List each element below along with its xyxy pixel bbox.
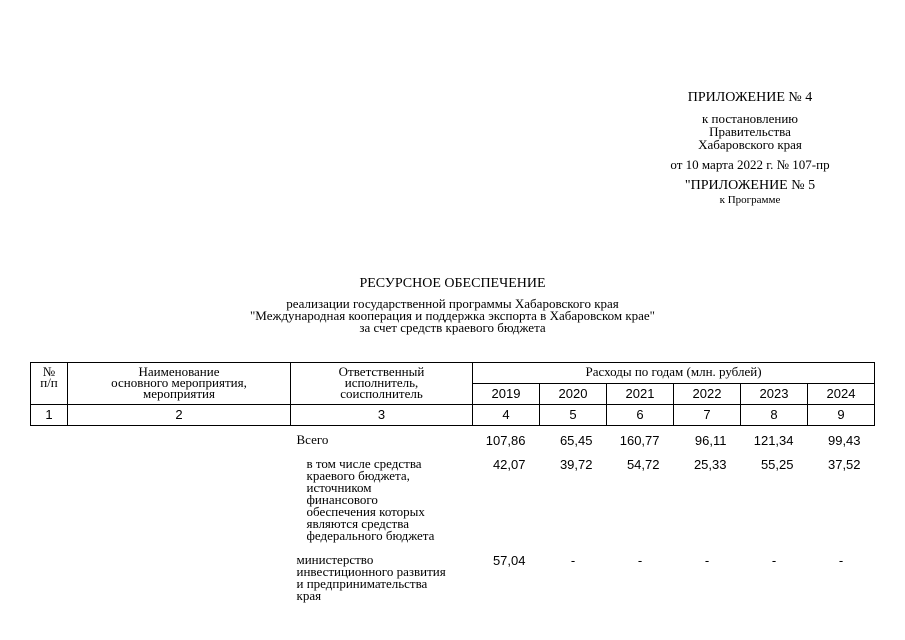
row-value-2021: 54,72	[626, 457, 660, 472]
column-number-4: 4	[473, 405, 540, 426]
column-number-2: 2	[68, 405, 291, 426]
document-subtitle-line-1: реализации государственной программы Хабаровского края	[286, 296, 619, 311]
row-label-line: министерство	[296, 552, 374, 567]
row-value-2022: 96,11	[694, 433, 727, 448]
row-label-line: финансового	[306, 492, 378, 507]
row-label-line: федерального бюджета	[306, 528, 435, 543]
row-activity-cell	[68, 434, 291, 458]
year-header-2021: 2021	[607, 384, 674, 405]
row-executor-label	[291, 554, 473, 602]
year-header-2024: 2024	[808, 384, 875, 405]
row-value-2020: 65,45	[559, 433, 593, 448]
row-value-2022: -	[704, 553, 710, 568]
row-label-line: источником	[306, 480, 372, 495]
header-name-line-3: мероприятия	[142, 386, 215, 401]
row-number-cell	[31, 434, 68, 458]
appendix-region: Хабаровского края	[698, 137, 802, 152]
column-number-7: 7	[674, 405, 741, 426]
appendix-government: Правительства	[709, 124, 791, 139]
header-number-line-1: №	[42, 364, 56, 379]
row-label-line: инвестиционного развития	[296, 564, 446, 579]
table-column-numbers-row	[31, 405, 875, 426]
header-name-line-2: основного мероприятия,	[111, 375, 247, 390]
row-value-2023: -	[771, 553, 777, 568]
column-number-8: 8	[741, 405, 808, 426]
row-value-2024: -	[838, 553, 844, 568]
header-resp-line-2: исполнитель,	[344, 375, 419, 390]
program-appendix-number: "ПРИЛОЖЕНИЕ № 5	[684, 178, 816, 193]
year-header-2022: 2022	[674, 384, 741, 405]
row-value-2022: 25,33	[693, 457, 727, 472]
column-number-1: 1	[31, 405, 68, 426]
document-subtitle-line-2: "Международная кооперация и поддержка экспорта в Хабаровском крае"	[250, 308, 655, 323]
row-activity-cell	[68, 458, 291, 554]
year-header-2019: 2019	[473, 384, 540, 405]
document-title-block	[150, 276, 755, 334]
row-value-2019: 42,07	[492, 457, 526, 472]
row-label-line: и предпринимательства	[296, 576, 428, 591]
row-label-line: краевого бюджета,	[306, 468, 410, 483]
row-value-2021: 160,77	[619, 433, 660, 448]
row-label-line: края	[296, 588, 322, 603]
row-label-line: Всего	[296, 432, 329, 447]
header-number-line-2: п/п	[40, 375, 58, 390]
row-value-2023: 55,25	[760, 457, 794, 472]
document-subtitle-line-3: за счет средств краевого бюджета	[359, 320, 546, 335]
table-row	[31, 458, 875, 554]
appendix-to-decree: к постановлению	[701, 111, 799, 126]
row-label-line: являются средства	[306, 516, 409, 531]
column-number-3: 3	[291, 405, 473, 426]
header-number	[31, 363, 68, 405]
year-header-2023: 2023	[741, 384, 808, 405]
row-value-2019: 57,04	[492, 553, 526, 568]
row-number-cell	[31, 458, 68, 554]
document-heading: РЕСУРСНОЕ ОБЕСПЕЧЕНИЕ	[359, 276, 546, 291]
program-appendix-to: к Программе	[719, 194, 781, 206]
column-number-9: 9	[808, 405, 875, 426]
row-value-2021: -	[637, 553, 643, 568]
row-label-line: обеспечения которых	[306, 504, 425, 519]
appendix-block	[610, 90, 890, 207]
table-row	[31, 434, 875, 458]
appendix-date: от 10 марта 2022 г. № 107-пр	[670, 157, 830, 172]
header-responsible	[291, 363, 473, 405]
header-resp-line-1: Ответственный	[338, 364, 425, 379]
resource-table	[30, 362, 875, 602]
row-executor-label	[291, 434, 473, 458]
column-number-5: 5	[540, 405, 607, 426]
row-label-line: в том числе средства	[306, 456, 422, 471]
row-activity-cell	[68, 554, 291, 602]
row-value-2020: 39,72	[559, 457, 593, 472]
year-header-2020: 2020	[540, 384, 607, 405]
appendix-number: ПРИЛОЖЕНИЕ № 4	[687, 90, 813, 105]
row-value-2024: 99,43	[827, 433, 861, 448]
table-spacer	[31, 426, 875, 435]
header-activity-name	[68, 363, 291, 405]
column-number-6: 6	[607, 405, 674, 426]
table-header-row	[31, 363, 875, 384]
row-value-2019: 107,86	[485, 433, 526, 448]
header-expenses: Расходы по годам (млн. рублей)	[473, 363, 875, 384]
row-executor-label	[291, 458, 473, 554]
row-value-2024: 37,52	[827, 457, 861, 472]
header-name-line-1: Наименование	[138, 364, 220, 379]
row-number-cell	[31, 554, 68, 602]
header-resp-line-3: соисполнитель	[340, 386, 423, 401]
row-value-2020: -	[570, 553, 576, 568]
table-row	[31, 554, 875, 602]
row-value-2023: 121,34	[753, 433, 794, 448]
